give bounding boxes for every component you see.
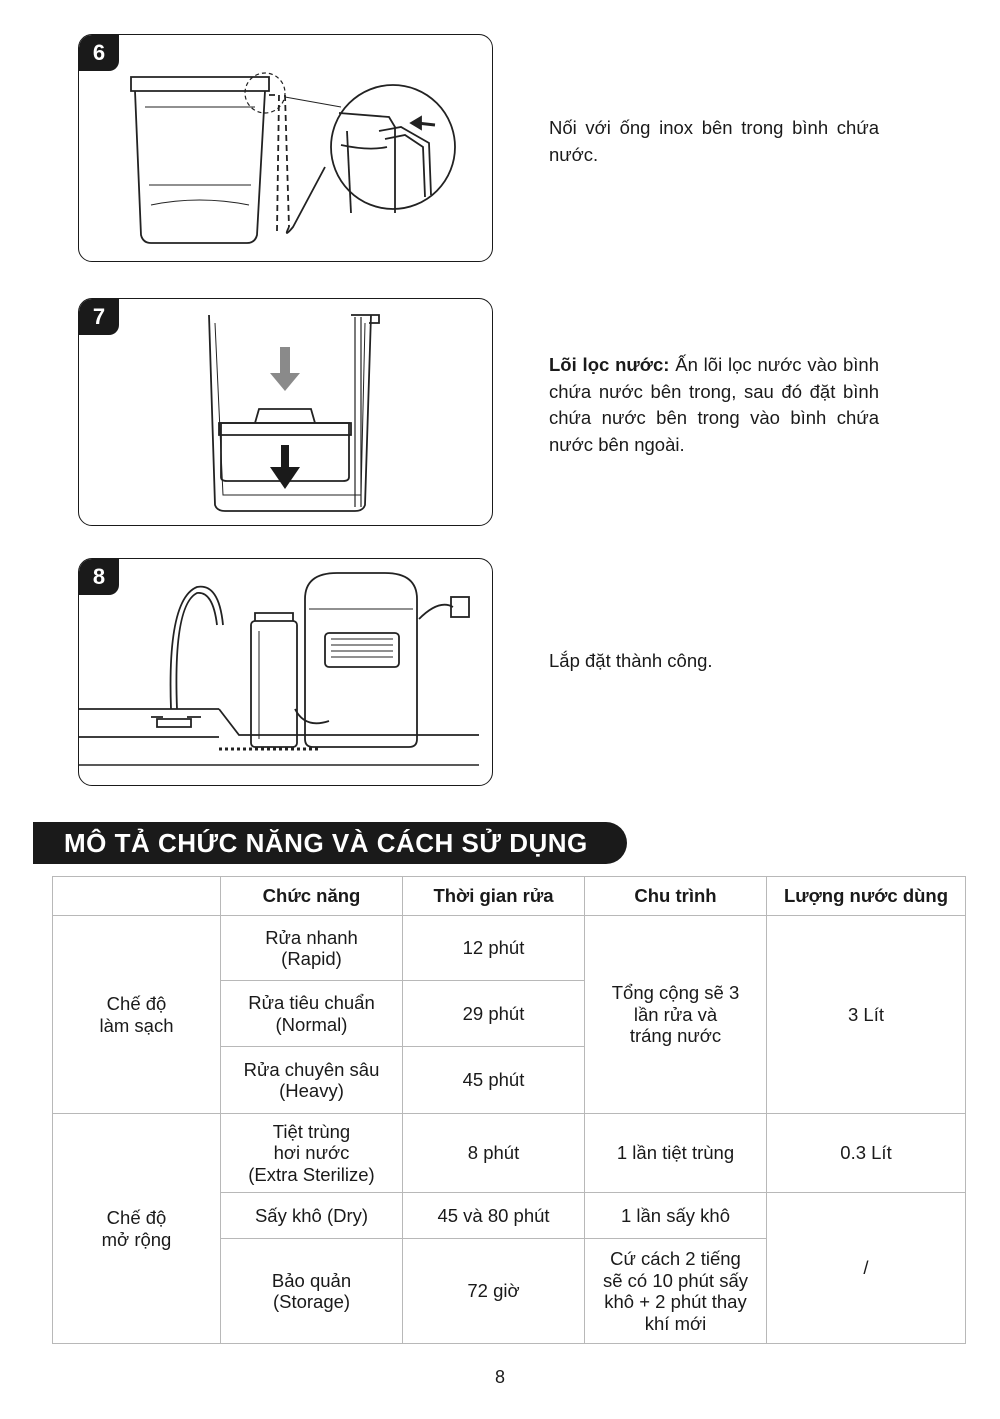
function-cell: Bảo quản (Storage)	[221, 1239, 403, 1344]
step-6-description	[549, 115, 879, 168]
table-row	[53, 916, 966, 981]
table-row	[53, 1114, 966, 1193]
time-cell: 12 phút	[403, 916, 585, 981]
water-tank-pipe-illustration	[79, 35, 493, 262]
installed-dishwasher-illustration	[79, 559, 493, 786]
step-7-illustration-panel	[78, 298, 493, 526]
time-cell: 45 phút	[403, 1047, 585, 1114]
step-6-text: Nối với ống inox bên trong bình chứa nước.	[549, 117, 879, 165]
section-title: MÔ TẢ CHỨC NĂNG VÀ CÁCH SỬ DỤNG	[33, 822, 627, 864]
table-header-cell: Lượng nước dùng	[767, 877, 966, 916]
cycle-cell: Cứ cách 2 tiếng sẽ có 10 phút sấy khô + 2 phút thay khí mới	[585, 1239, 767, 1344]
step-number-badge: 7	[79, 299, 119, 335]
function-cell: Rửa nhanh (Rapid)	[221, 916, 403, 981]
mode-cell-clean: Chế độ làm sạch	[53, 916, 221, 1114]
function-cell: Tiệt trùng hơi nước (Extra Sterilize)	[221, 1114, 403, 1193]
table-header-cell: Thời gian rửa	[403, 877, 585, 916]
table-header-cell	[53, 877, 221, 916]
page-number: 8	[494, 1367, 505, 1387]
table-header-cell: Chu trình	[585, 877, 767, 916]
function-cell: Rửa tiêu chuẩn (Normal)	[221, 981, 403, 1047]
cycle-cell: 1 lần sấy khô	[585, 1193, 767, 1239]
water-cell: 0.3 Lít	[767, 1114, 966, 1193]
cycle-cell: 1 lần tiệt trùng	[585, 1114, 767, 1193]
step-6-illustration-panel	[78, 34, 493, 262]
time-cell: 29 phút	[403, 981, 585, 1047]
time-cell: 72 giờ	[403, 1239, 585, 1344]
step-7-text: Ấn lõi lọc nước vào bình chứa nước bên trong, sau đó đặt bình chứa nước bên trong vào bình chứa nước bên ngoài.	[549, 354, 879, 455]
function-cell: Sấy khô (Dry)	[221, 1193, 403, 1239]
step-number-badge: 8	[79, 559, 119, 595]
step-8-text: Lắp đặt thành công.	[549, 650, 713, 671]
step-7-description	[549, 352, 879, 458]
water-cell: /	[767, 1193, 966, 1344]
function-cell: Rửa chuyên sâu (Heavy)	[221, 1047, 403, 1114]
water-cell: 3 Lít	[767, 916, 966, 1114]
step-number-badge: 6	[79, 35, 119, 71]
time-cell: 45 và 80 phút	[403, 1193, 585, 1239]
mode-cell-extended: Chế độ mở rộng	[53, 1114, 221, 1344]
function-table	[52, 876, 966, 1344]
time-cell: 8 phút	[403, 1114, 585, 1193]
filter-core-illustration	[79, 299, 493, 526]
step-8-description	[549, 648, 879, 675]
step-7-label: Lõi lọc nước:	[549, 354, 670, 375]
table-header-row	[53, 877, 966, 916]
step-8-illustration-panel	[78, 558, 493, 786]
table-header-cell: Chức năng	[221, 877, 403, 916]
cycle-cell: Tổng cộng sẽ 3 lần rửa và tráng nước	[585, 916, 767, 1114]
